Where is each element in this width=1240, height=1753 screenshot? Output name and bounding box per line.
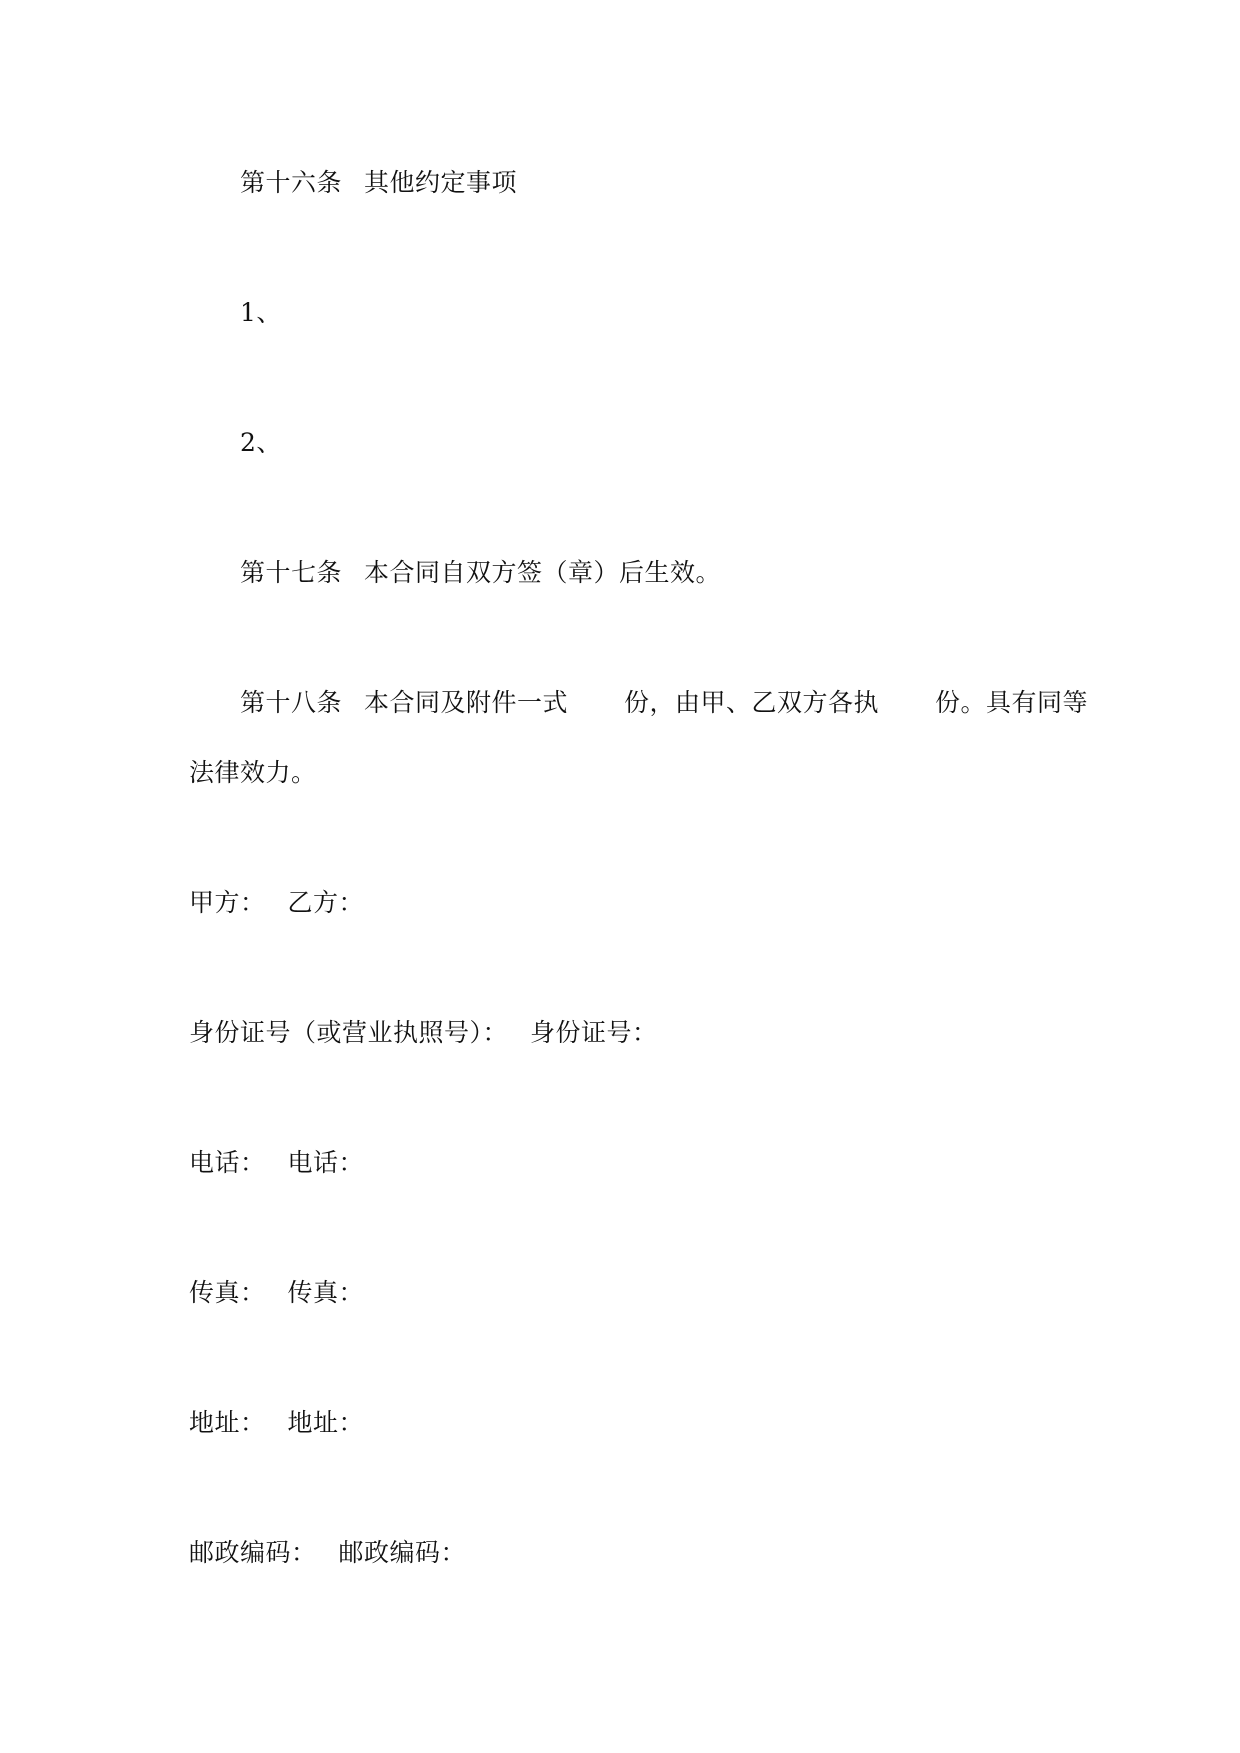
- article-18-part-1: 本合同及附件一式: [364, 688, 569, 717]
- party-a-fax-label: 传真：: [189, 1278, 266, 1307]
- id-number-row: [189, 1016, 658, 1050]
- article-18-part-2: 份，由甲、乙双方各执: [624, 688, 880, 717]
- postcode-row: [189, 1536, 466, 1570]
- party-b-postcode-label: 邮政编码：: [338, 1538, 467, 1567]
- phone-row: [189, 1146, 364, 1180]
- article-16-item-1: 1、: [240, 298, 282, 327]
- party-a-phone-label: 电话：: [189, 1148, 266, 1177]
- article-17-text: 本合同自双方签（章）后生效。: [364, 558, 722, 587]
- party-b-phone-label: 电话：: [287, 1148, 365, 1177]
- address-row: [189, 1406, 364, 1440]
- party-b-id-label: 身份证号：: [530, 1018, 658, 1047]
- article-16-title: 其他约定事项: [364, 168, 518, 197]
- article-17-number: 第十七条: [240, 558, 343, 587]
- party-b-address-label: 地址：: [287, 1408, 365, 1437]
- fax-row: [189, 1276, 364, 1310]
- party-b-label: 乙方：: [287, 888, 365, 917]
- article-18: [240, 686, 1088, 720]
- article-18-number: 第十八条: [240, 688, 343, 717]
- party-a-label: 甲方：: [189, 888, 266, 917]
- article-18-part-3: 份。具有同等: [935, 688, 1089, 717]
- article-16-item-2: 2、: [240, 428, 282, 457]
- article-18-continuation: 法律效力。: [189, 758, 317, 787]
- parties-row: [189, 886, 364, 920]
- party-a-id-label: 身份证号（或营业执照号）：: [189, 1018, 509, 1047]
- party-a-address-label: 地址：: [189, 1408, 266, 1437]
- party-a-postcode-label: 邮政编码：: [189, 1538, 317, 1567]
- article-17: [240, 556, 721, 590]
- article-16-heading: [240, 166, 517, 200]
- party-b-fax-label: 传真：: [287, 1278, 365, 1307]
- article-16-number: 第十六条: [240, 168, 343, 197]
